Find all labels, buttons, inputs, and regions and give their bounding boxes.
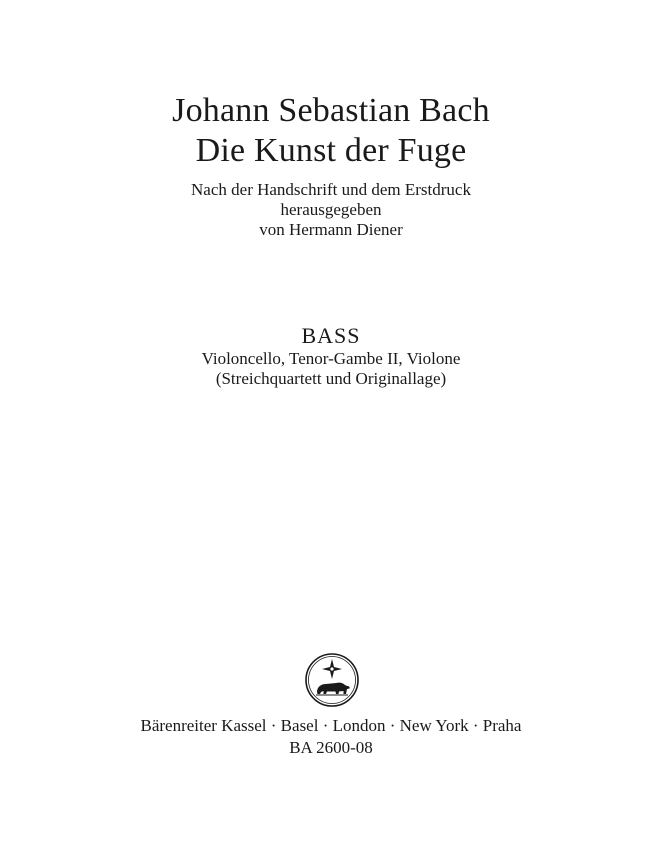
arrangement-line: (Streichquartett und Originallage) — [215, 369, 447, 388]
catalog-number: BA 2600-08 — [289, 738, 373, 757]
part-name: BASS — [301, 323, 361, 348]
composer-name: Johann Sebastian Bach — [172, 92, 490, 129]
instruments-line: Violoncello, Tenor-Gambe II, Violone — [201, 349, 461, 368]
editor-line: von Hermann Diener — [259, 220, 403, 239]
source-line: Nach der Handschrift und dem Erstdruck — [191, 180, 471, 199]
work-title: Die Kunst der Fuge — [195, 132, 467, 169]
edited-line: herausgegeben — [280, 200, 382, 219]
baerenreiter-bear-star-logo-icon — [304, 652, 360, 708]
publisher-imprint: Bärenreiter Kassel · Basel · London · New York · Praha — [140, 716, 522, 735]
